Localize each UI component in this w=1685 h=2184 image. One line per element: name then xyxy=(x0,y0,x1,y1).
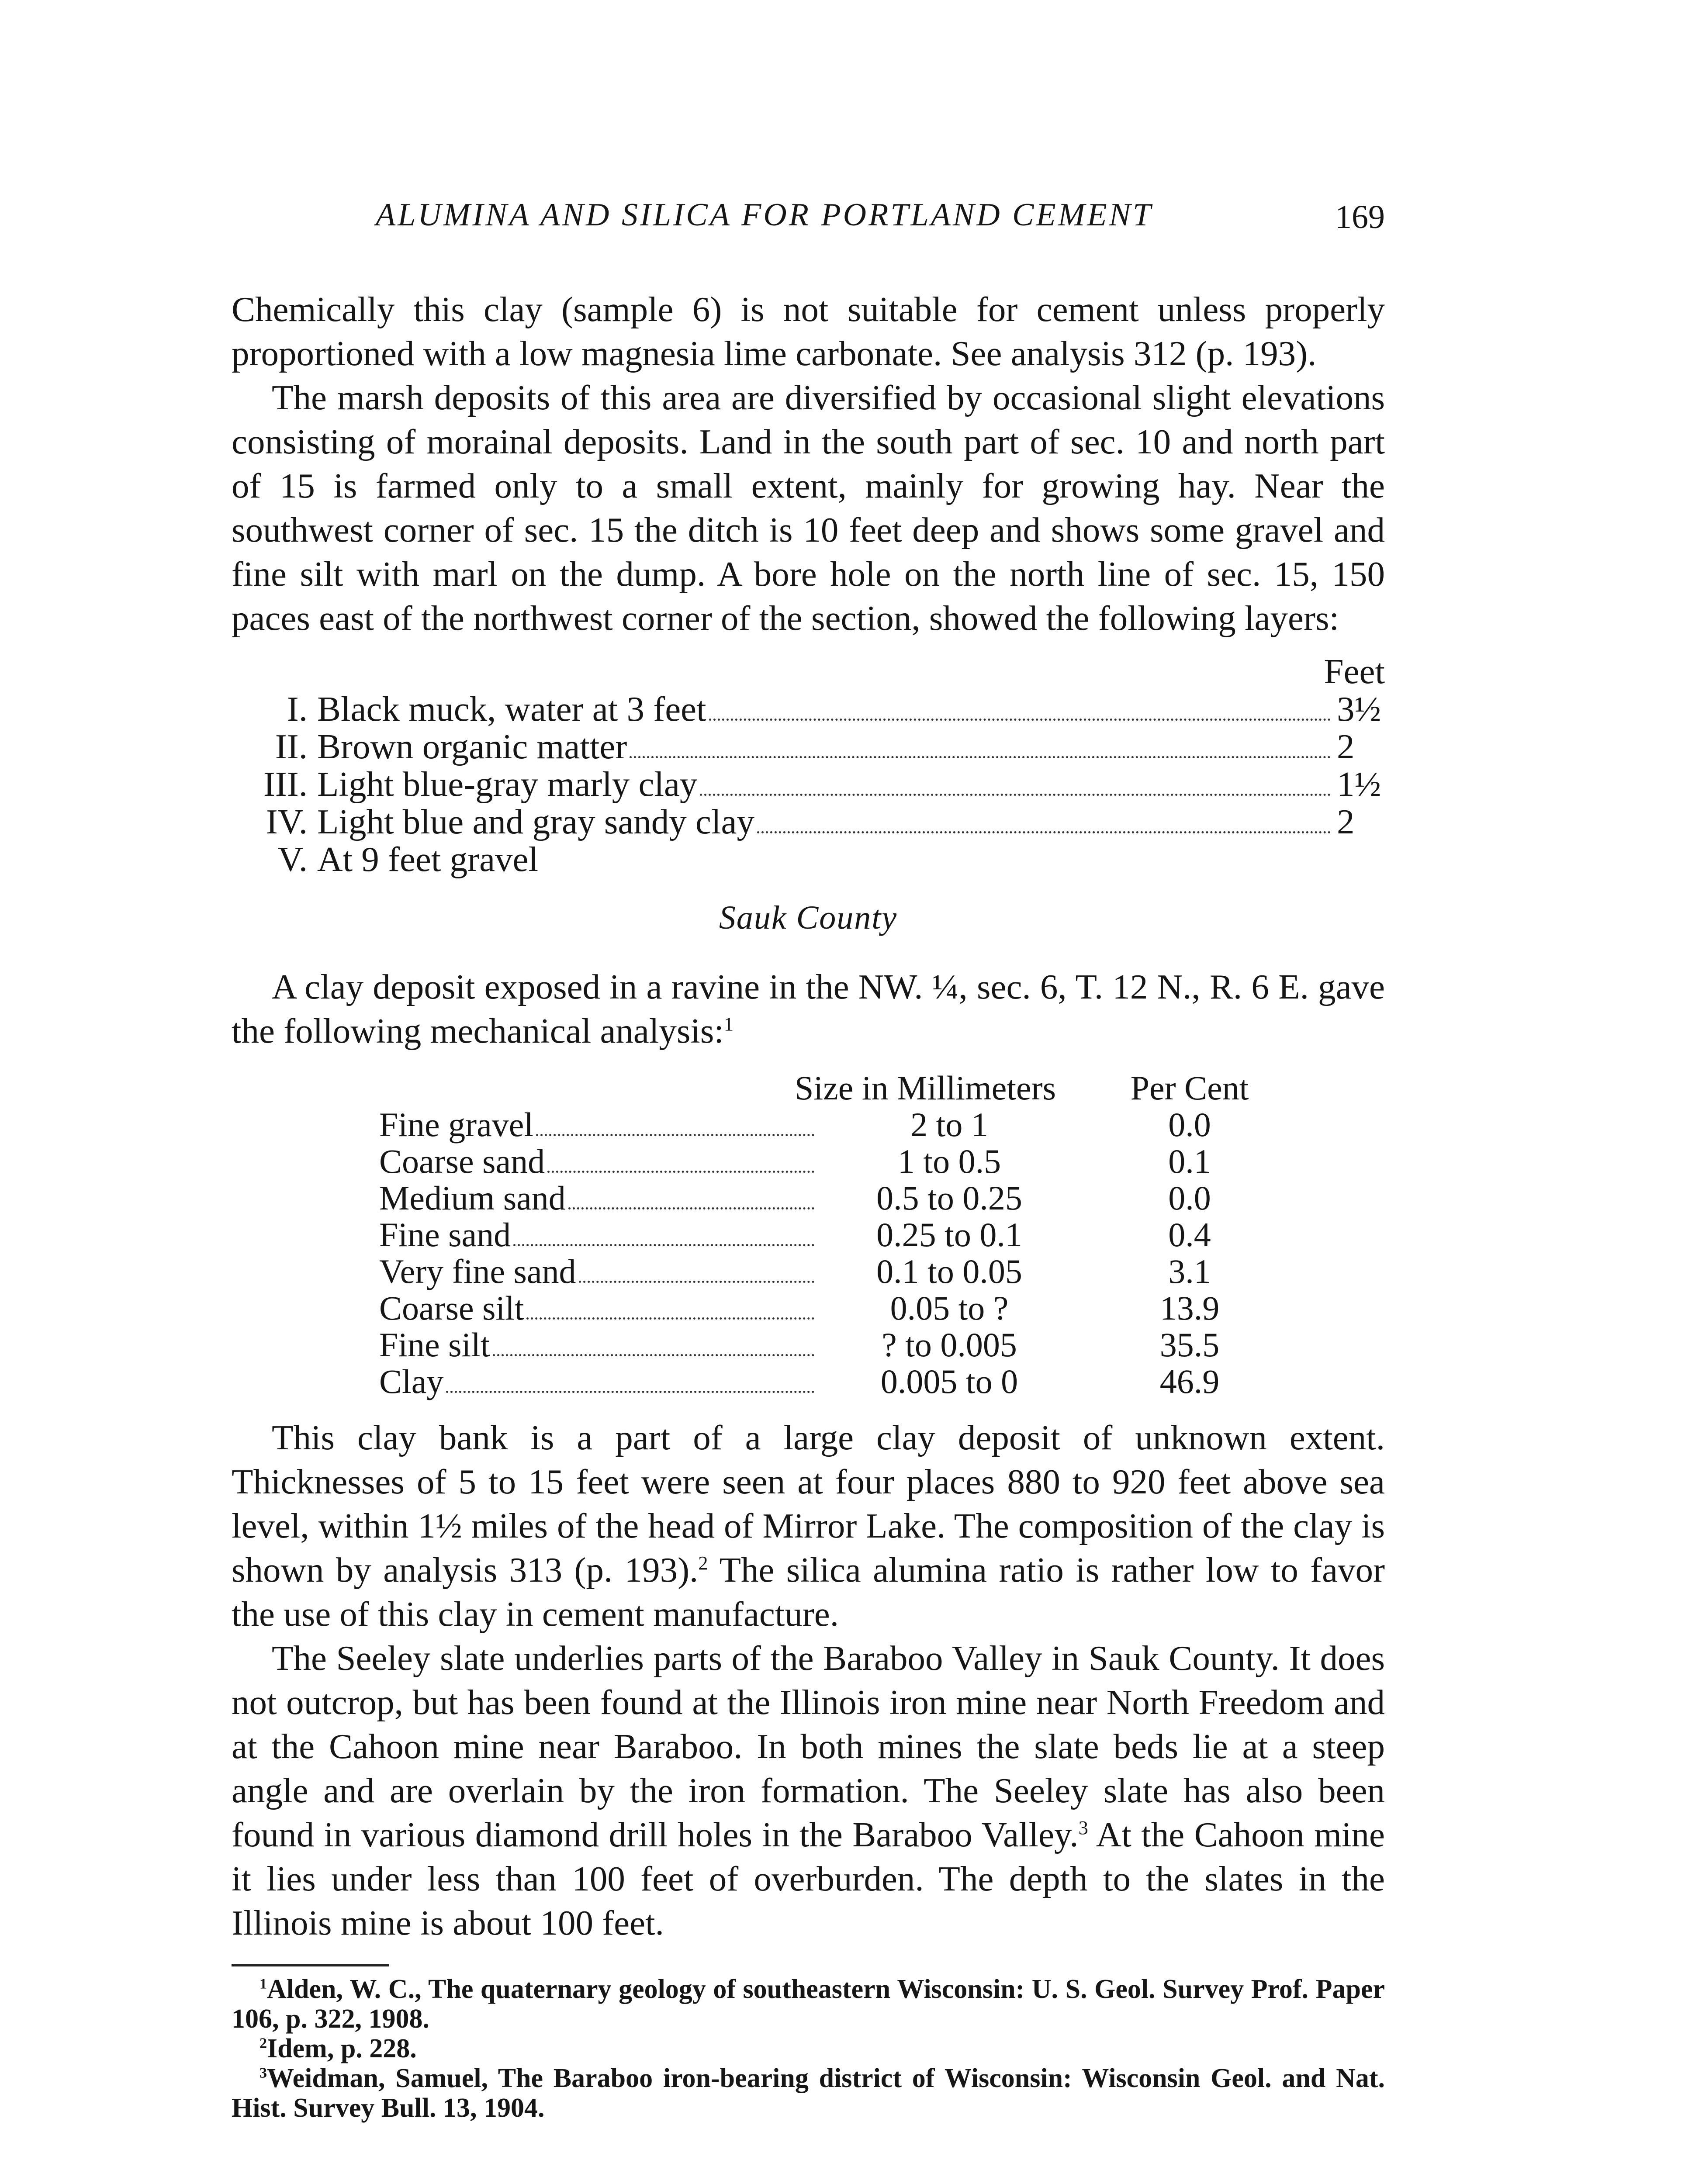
dot-leader xyxy=(446,1391,814,1393)
dot-leader xyxy=(536,1134,814,1136)
mechanical-analysis-table xyxy=(379,1070,1301,1400)
layer-number: II. xyxy=(275,727,308,766)
layer-feet: 1½ xyxy=(1337,764,1381,804)
size-range: ? to 0.005 xyxy=(882,1326,1017,1364)
layer-number: V. xyxy=(277,840,308,879)
page-number: 169 xyxy=(1335,199,1385,235)
table-row xyxy=(379,1253,1301,1290)
paragraph-clay-deposit xyxy=(232,965,1385,1053)
bore-hole-layers xyxy=(232,653,1385,878)
footnote xyxy=(232,2063,1385,2123)
paragraph-clay-bank-text-cont: The silica alumina ratio is rather low to favor the use of this clay in cement manufacture. xyxy=(232,1550,1385,1634)
layer-feet: 2 xyxy=(1337,802,1355,841)
paragraph-sample-6: Chemically this clay (sample 6) is not suitable for cement unless properly proportioned with a low magnesia lime carbonate. See analysis 312 (p. 193). xyxy=(232,290,1385,373)
layer-row xyxy=(232,690,1385,728)
dot-leader xyxy=(493,1354,814,1356)
soil-fraction: Coarse silt xyxy=(379,1289,524,1327)
paragraph-clay-deposit-text: A clay deposit exposed in a ravine in the NW. ¼, sec. 6, T. 12 N., R. 6 E. gave the following mechanical analysis: xyxy=(232,967,1385,1051)
layer-number: I. xyxy=(287,689,308,729)
layer-feet: 2 xyxy=(1337,727,1355,766)
footnote-ref: 3 xyxy=(1078,1817,1088,1838)
footnotes xyxy=(232,1974,1385,2123)
size-range: 0.005 to 0 xyxy=(880,1362,1018,1400)
dot-leader xyxy=(513,1244,814,1246)
dot-leader xyxy=(630,756,1331,758)
soil-fraction: Fine gravel xyxy=(379,1106,534,1144)
layer-row xyxy=(232,765,1385,803)
layer-number: IV. xyxy=(266,802,308,841)
footnote-mark: 3 xyxy=(259,2065,267,2081)
running-head: ALUMINA AND SILICA FOR PORTLAND CEMENT xyxy=(376,197,1153,233)
layer-description: Light blue-gray marly clay xyxy=(317,764,698,804)
footnote-mark: 1 xyxy=(259,1976,267,1992)
paragraph-marsh-deposits: The marsh deposits of this area are diversified by occasional slight elevations consisting of morainal deposits. Land in the south part of sec. 10 and north part of 15 is farmed only to a small extent, mainly for growing hay. Near the southwest corner of sec. 15 the ditch is 10 feet deep and shows some gravel and fine silt with marl on the dump. A bore hole on the north line of sec. 15, 150 paces east of the northwest corner of the section, showed the following layers: xyxy=(232,378,1385,638)
table-header-size: Size in Millimeters xyxy=(795,1069,1056,1107)
soil-fraction: Coarse sand xyxy=(379,1142,545,1180)
size-range: 1 to 0.5 xyxy=(897,1142,1001,1180)
layer-description: Light blue and gray sandy clay xyxy=(317,802,754,841)
size-range: 0.05 to ? xyxy=(890,1289,1009,1327)
soil-fraction: Clay xyxy=(379,1362,444,1400)
footnote-divider xyxy=(232,1964,389,1966)
footnote-ref: 2 xyxy=(698,1552,708,1574)
soil-fraction: Medium sand xyxy=(379,1179,566,1217)
table-row xyxy=(379,1143,1301,1180)
layer-row xyxy=(232,840,1385,878)
footnote-ref: 1 xyxy=(723,1013,734,1035)
footnote xyxy=(232,1974,1385,2034)
size-range: 2 to 1 xyxy=(910,1106,988,1144)
layer-number: III. xyxy=(263,764,308,804)
table-row xyxy=(379,1106,1301,1143)
table-header-row xyxy=(379,1070,1301,1106)
page-header xyxy=(232,188,1385,235)
footnote-text: Weidman, Samuel, The Baraboo iron-bearing district of Wisconsin: Wisconsin Geol. and Nat. Hist. Survey Bull. 13, 1904. xyxy=(232,2063,1385,2123)
table-header-percent: Per Cent xyxy=(1130,1069,1249,1107)
table-row xyxy=(379,1216,1301,1253)
paragraph-seeley-slate xyxy=(232,1636,1385,1945)
soil-fraction: Fine silt xyxy=(379,1326,490,1364)
dot-leader xyxy=(547,1171,814,1173)
table-row xyxy=(379,1363,1301,1400)
footnote-mark: 2 xyxy=(259,2035,267,2052)
dot-leader xyxy=(757,831,1331,833)
size-range: 0.1 to 0.05 xyxy=(876,1252,1022,1290)
layer-row xyxy=(232,803,1385,840)
table-row xyxy=(379,1180,1301,1216)
size-range: 0.5 to 0.25 xyxy=(876,1179,1022,1217)
footnote-text: Alden, W. C., The quaternary geology of southeastern Wisconsin: U. S. Geol. Survey Prof. Paper 106, p. 322, 1908. xyxy=(232,1974,1385,2034)
layer-row xyxy=(232,728,1385,765)
layer-description: Brown organic matter xyxy=(317,727,627,766)
percent-value: 3.1 xyxy=(1168,1252,1211,1290)
section-heading-sauk-county: Sauk County xyxy=(719,899,898,936)
footnote-text: Idem, p. 228. xyxy=(267,2034,417,2063)
dot-leader xyxy=(709,719,1331,721)
paragraph-clay-bank-text: This clay bank is a part of a large clay deposit of unknown extent. Thicknesses of 5 to 15 feet were seen at four places 880 to 920 feet above sea level, within 1½ miles of the head of Mirror Lake. The composition of the clay is shown by analysis 313 (p. 193). xyxy=(232,1418,1385,1590)
soil-fraction: Fine sand xyxy=(379,1216,511,1254)
percent-value: 35.5 xyxy=(1159,1326,1220,1364)
layer-description: Black muck, water at 3 feet xyxy=(317,689,706,729)
percent-value: 46.9 xyxy=(1159,1362,1220,1400)
footnote xyxy=(232,2034,1385,2063)
soil-fraction: Very fine sand xyxy=(379,1252,576,1290)
paragraph-clay-bank xyxy=(232,1416,1385,1636)
layers-feet-header: Feet xyxy=(1324,652,1385,691)
percent-value: 0.0 xyxy=(1168,1179,1211,1217)
dot-leader xyxy=(526,1317,814,1320)
percent-value: 0.0 xyxy=(1168,1106,1211,1144)
percent-value: 0.4 xyxy=(1168,1216,1211,1254)
paragraph-seeley-slate-text: The Seeley slate underlies parts of the Baraboo Valley in Sauk County. It does not outcrop, but has been found at the Illinois iron mine near North Freedom and at the Cahoon mine near Baraboo. In both mines the slate beds lie at a steep angle and are overlain by the iron formation. The Seeley slate has also been found in various diamond drill holes in the Baraboo Valley. xyxy=(232,1638,1385,1854)
percent-value: 13.9 xyxy=(1159,1289,1220,1327)
dot-leader xyxy=(579,1281,814,1283)
table-header-blank xyxy=(379,1070,772,1106)
layer-feet: 3½ xyxy=(1337,689,1381,729)
page xyxy=(232,188,1385,2123)
dot-leader xyxy=(700,794,1331,796)
paragraph-seeley-slate-text-cont: At the Cahoon mine it lies under less than 100 feet of overburden. The depth to the slates in the Illinois mine is about 100 feet. xyxy=(232,1815,1385,1942)
layer-description: At 9 feet gravel xyxy=(317,840,539,879)
percent-value: 0.1 xyxy=(1168,1142,1211,1180)
table-row xyxy=(379,1327,1301,1363)
table-row xyxy=(379,1290,1301,1327)
size-range: 0.25 to 0.1 xyxy=(876,1216,1022,1254)
dot-leader xyxy=(568,1207,814,1209)
